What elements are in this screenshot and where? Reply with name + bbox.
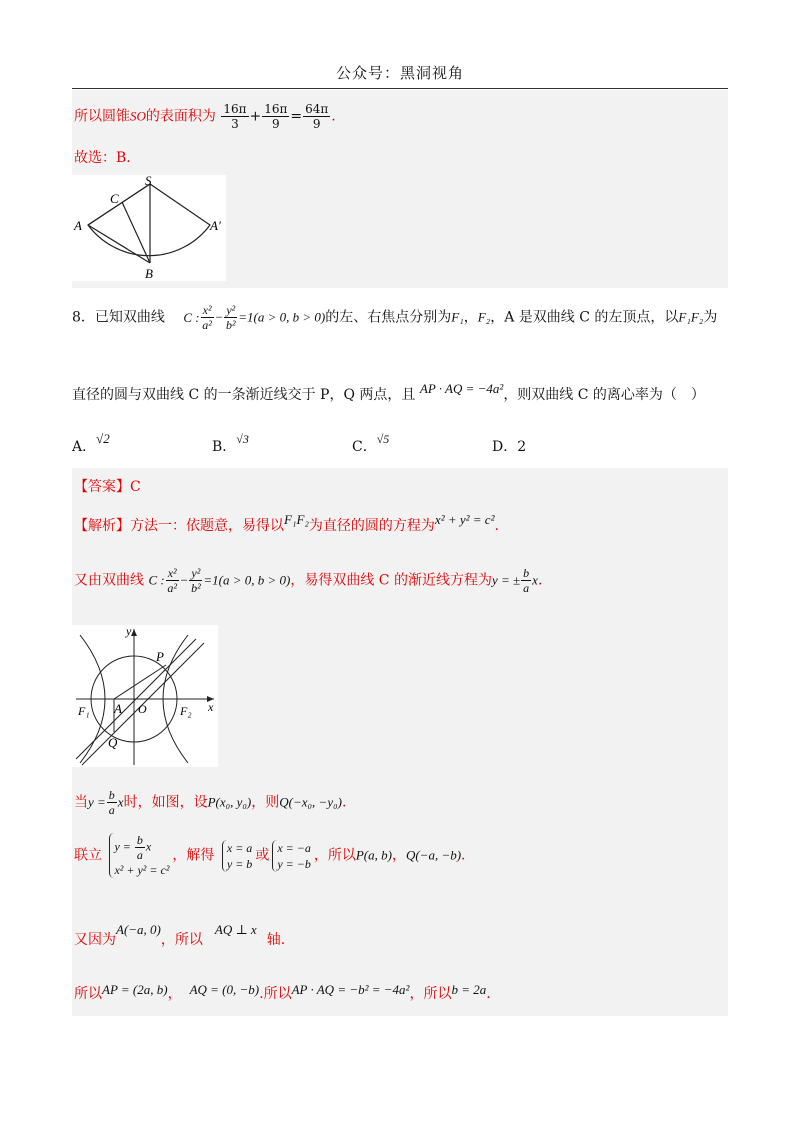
graph-label-F1: F₁ bbox=[78, 704, 90, 718]
prev-surface-area-line: 所以圆锥SO的表面积为 $\frac{16\pi}{3}$ + $\frac{16\pi}{9}$ = $\frac{64\pi}{9}$ . bbox=[74, 102, 336, 131]
graph-label-F2: F₂ bbox=[180, 704, 192, 718]
option-A[interactable]: A．√2 bbox=[72, 431, 110, 455]
fraction-1: $\frac{16\pi}{3}$ bbox=[223, 102, 247, 131]
graph-label-y: y bbox=[126, 625, 132, 638]
answer-tag: 【答案】C bbox=[74, 479, 141, 495]
option-C[interactable]: C．√5 bbox=[352, 432, 390, 455]
header-title: 公众号：黑洞视角 bbox=[335, 64, 464, 82]
solution-line-6: 所以AP = (2a, b)， AQ = (0, −b).所以AP · AQ = −b² = −4a²，所以b = 2a. bbox=[74, 982, 491, 1002]
fraction-2: $\frac{16\pi}{9}$ bbox=[264, 102, 288, 131]
solution-block bbox=[72, 468, 728, 1016]
graph-label-Q: Q bbox=[108, 735, 118, 750]
solution-set-2: x = −a y = −b bbox=[272, 840, 311, 872]
solution-line-1: 【解析】方法一：依题意，易得以F₁F₂为直径的圆的方程为x² + y² = c². bbox=[74, 512, 499, 534]
graph-label-x: x bbox=[208, 700, 214, 714]
system-equations: y = $\frac{b}{a}$ x x² + y² = c² bbox=[109, 833, 169, 878]
option-B[interactable]: B．√3 bbox=[212, 432, 249, 455]
question-8-line-2: 直径的圆与双曲线 C 的一条渐近线交于 P，Q 两点，且 AP · AQ = −4a²，则双曲线 C 的离心率为（ ） bbox=[72, 381, 705, 403]
label-A: A bbox=[74, 218, 82, 233]
graph-label-O: O bbox=[138, 702, 147, 716]
graph-label-P: P bbox=[156, 649, 164, 664]
header-divider bbox=[72, 88, 728, 89]
label-S: S bbox=[145, 175, 152, 188]
label-C: C bbox=[110, 191, 119, 206]
label-B: B bbox=[145, 266, 153, 281]
solution-line-2: 又由双曲线 C : $\frac{\text{x²}}{\text{a²}}$ − $\frac{\text{y²}}{\text{b²}}$ =1(a > 0, b > 0)，易得双曲线 C 的渐近线方程为y = ± $\frac{b}{a}$ x. bbox=[74, 566, 543, 595]
cone-sector-figure bbox=[72, 175, 226, 281]
question-8-line-1: 8．已知双曲线 C : $\frac{\text{x²}}{\text{a²}}$ − $\frac{\text{y²}}{\text{b²}}$ =1(a > 0, b > 0)的左、右焦点分别为F₁，F₂，A 是双曲线 C 的左顶点，以F₁F₂为 bbox=[72, 303, 718, 332]
fraction-3: $\frac{64\pi}{9}$ bbox=[305, 102, 329, 131]
label-A-prime: A′ bbox=[210, 218, 221, 233]
solution-line-4: 联立 y = $\frac{b}{a}$ x x² + y² = c² ，解得 x = a y = b 或 x = −a y = −b ，所以P(a, b)，Q(−a, −b). bbox=[74, 833, 466, 877]
solution-line-5: 又因为A(−a, 0)，所以AQ ⊥ x轴. bbox=[74, 922, 286, 948]
option-D[interactable]: D．2 bbox=[492, 439, 527, 455]
hyperbola-graph bbox=[72, 625, 218, 767]
solution-line-3: 当y = $\frac{b}{a}$ x时，如图，设P(x₀, y₀)，则Q(−x₀, −y₀). bbox=[74, 788, 347, 817]
solution-set-1: x = a y = b bbox=[222, 840, 252, 872]
graph-label-A: A bbox=[114, 701, 122, 716]
prev-answer-line: 故选：B. bbox=[74, 150, 131, 166]
prev-solution-block bbox=[72, 90, 728, 288]
